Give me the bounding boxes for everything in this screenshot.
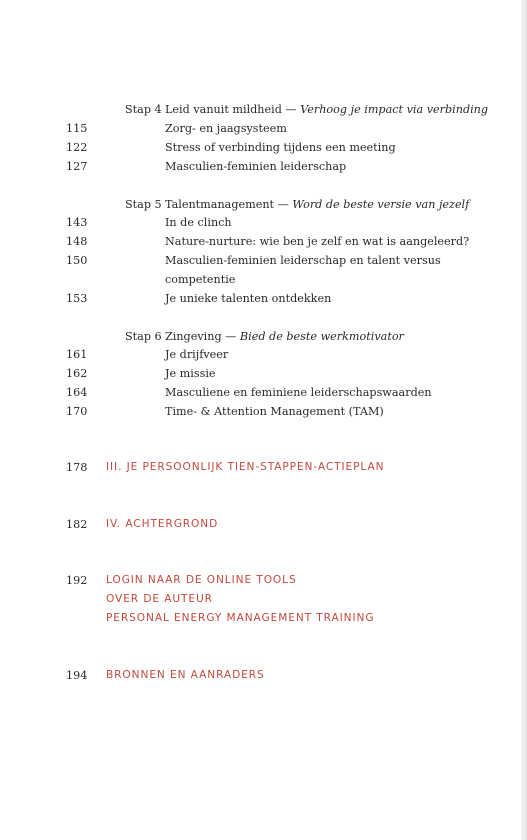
page-number: 143 [66,216,88,229]
entry-title: Stress of verbinding tijdens een meeting [165,141,396,154]
entry-title: Masculien-feminien leiderschap en talent versus [165,254,441,267]
section-title [165,327,404,346]
chapter-title: BRONNEN EN AANRADERS [106,669,265,681]
entry-title: Zorg- en jaagsysteem [165,122,287,135]
stap-label: Stap 6 [125,330,162,343]
chapter-title: III. JE PERSOONLIJK TIEN-STAPPEN-ACTIEPLAN [106,461,385,473]
section-title-main: Talentmanagement — [165,198,289,211]
page-number: 115 [66,122,88,135]
entry-title: Je missie [165,367,216,380]
section-subtitle: Word de beste versie van jezelf [292,198,470,211]
entry-title: Nature-nurture: wie ben je zelf en wat is aangeleerd? [165,235,470,248]
section-subtitle: Verhoog je impact via verbinding [300,103,489,116]
page-number: 164 [66,386,88,399]
chapter-title: OVER DE AUTEUR [106,593,213,605]
section-subtitle: Bied de beste werkmotivator [239,330,404,343]
page-number: 153 [66,292,88,305]
page-number: 127 [66,160,88,173]
entry-title: Masculien-feminien leiderschap [165,160,347,173]
chapter-title: LOGIN NAAR DE ONLINE TOOLS [106,574,297,586]
section-title [165,195,469,214]
page-number: 194 [66,669,88,682]
page-number: 192 [66,574,88,587]
page-number: 122 [66,141,88,154]
stap-label: Stap 5 [125,198,162,211]
entry-title: Masculiene en feminiene leiderschapswaarden [165,386,432,399]
page-number: 170 [66,405,88,418]
entry-title: Je unieke talenten ontdekken [165,292,332,305]
entry-title: Je drijfveer [165,348,229,361]
page-number: 148 [66,235,88,248]
section-title-main: Leid vanuit mildheid — [165,103,297,116]
stap-label: Stap 4 [125,103,162,116]
page-number: 161 [66,348,88,361]
chapter-title: PERSONAL ENERGY MANAGEMENT TRAINING [106,612,375,624]
entry-title: competentie [165,273,236,286]
page-number: 162 [66,367,88,380]
chapter-title: IV. ACHTERGROND [106,518,219,530]
entry-title: Time- & Attention Management (TAM) [165,405,384,418]
section-title [165,100,488,119]
section-title-main: Zingeving — [165,330,237,343]
entry-title: In de clinch [165,216,232,229]
page-edge [521,0,527,840]
page-number: 150 [66,254,88,267]
page-number: 178 [66,461,88,474]
page-number: 182 [66,518,88,531]
